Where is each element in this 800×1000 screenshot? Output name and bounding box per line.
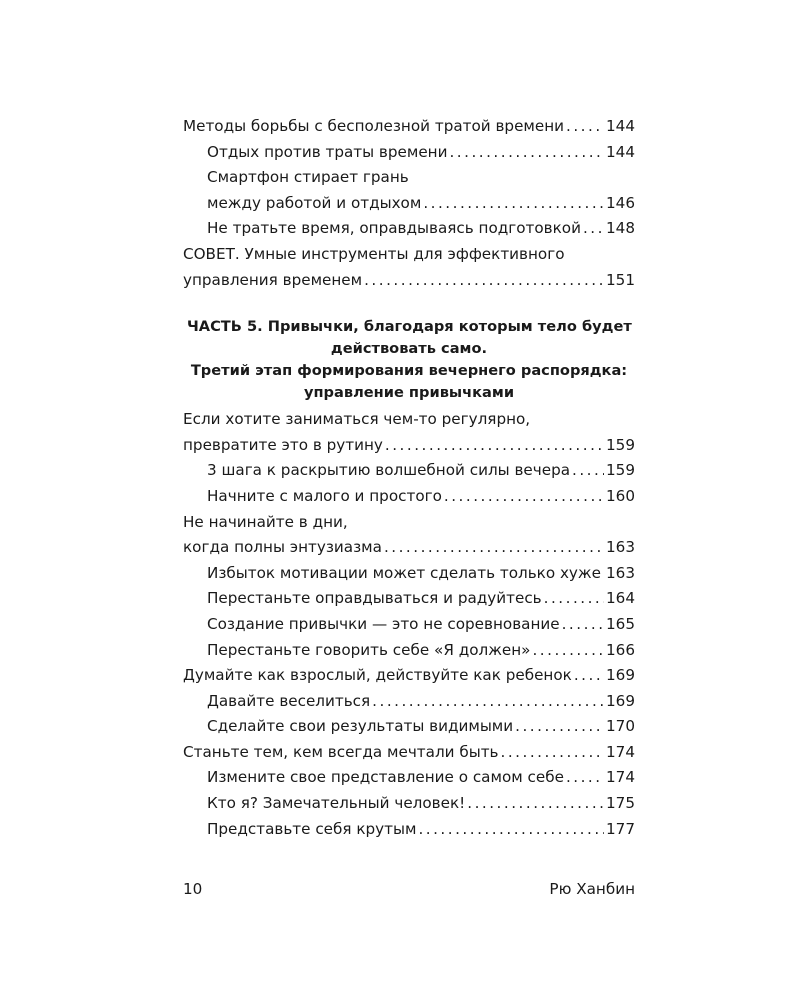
toc-entry-title: между работой и отдыхом xyxy=(207,193,422,212)
toc-leader-dots xyxy=(449,140,604,166)
toc-entry-page: 169 xyxy=(606,666,635,685)
table-of-contents xyxy=(183,114,635,842)
toc-subentry xyxy=(183,216,635,242)
part-heading-line: управление привычками xyxy=(303,384,515,402)
toc-entry-title: Представьте себя крутым xyxy=(207,819,417,838)
part-heading-line: действовать само. xyxy=(330,340,488,358)
toc-leader-dots xyxy=(444,484,604,510)
page-number: 10 xyxy=(183,880,203,898)
toc-entry-title: Кто я? Замечательный человек! xyxy=(207,794,466,813)
toc-entry-title: Избыток мотивации может сделать только хуже xyxy=(207,563,601,582)
toc-subentry xyxy=(183,165,635,191)
toc-entry-page: 151 xyxy=(606,270,635,289)
toc-entry xyxy=(183,242,635,268)
toc-entry-page: 175 xyxy=(606,794,635,813)
toc-subentry xyxy=(183,484,635,510)
toc-entry-page: 164 xyxy=(606,589,635,608)
toc-entry xyxy=(183,268,635,294)
part-heading xyxy=(183,316,635,404)
toc-leader-dots xyxy=(501,740,604,766)
toc-leader-dots xyxy=(418,817,604,843)
toc-subentry xyxy=(183,140,635,166)
toc-leader-dots xyxy=(384,535,604,561)
toc-leader-dots xyxy=(544,586,604,612)
toc-entry-title: Начните с малого и простого xyxy=(207,486,442,505)
toc-leader-dots xyxy=(566,114,604,140)
toc-entry-page: 166 xyxy=(606,640,635,659)
toc-entry-page: 159 xyxy=(606,435,635,454)
toc-leader-dots xyxy=(562,612,604,638)
toc-subentry xyxy=(183,765,635,791)
toc-entry-title: превратите это в рутину xyxy=(183,435,383,454)
toc-entry-title: Перестаньте оправдываться и радуйтесь xyxy=(207,589,542,608)
toc-entry xyxy=(183,663,635,689)
toc-leader-dots xyxy=(532,638,604,664)
toc-entry-title: управления временем xyxy=(183,270,363,289)
toc-entry-page: 144 xyxy=(606,117,635,135)
toc-entry-title: Думайте как взрослый, действуйте как ребенок xyxy=(183,666,572,685)
toc-entry-page: 163 xyxy=(606,538,635,557)
toc-entry-title: Смартфон стирает грань xyxy=(207,168,409,187)
toc-leader-dots xyxy=(364,268,604,294)
toc-subentry xyxy=(183,586,635,612)
toc-subentry xyxy=(183,714,635,740)
toc-entry-page: 165 xyxy=(606,614,635,633)
toc-entry-title: Сделайте свои результаты видимыми xyxy=(207,717,514,736)
toc-entry xyxy=(183,433,635,459)
toc-entry xyxy=(183,535,635,561)
toc-entry-title: Станьте тем, кем всегда мечтали быть xyxy=(183,742,499,761)
toc-entry-page: 160 xyxy=(606,486,635,505)
toc-entry xyxy=(183,510,635,536)
toc-entry-title: Методы борьбы с бесполезной тратой времени xyxy=(183,117,565,135)
toc-leader-dots xyxy=(385,433,604,459)
toc-entry-page: 159 xyxy=(606,461,635,480)
toc-entry-page: 144 xyxy=(606,142,635,161)
toc-entry-title: 3 шага к раскрытию волшебной силы вечера xyxy=(207,461,571,480)
toc-subentry xyxy=(183,191,635,217)
toc-leader-dots xyxy=(566,765,604,791)
toc-subentry xyxy=(183,689,635,715)
toc-entry xyxy=(183,407,635,433)
running-author: Рю Ханбин xyxy=(549,880,635,898)
toc-entry-page: 170 xyxy=(606,717,635,736)
toc-subentry xyxy=(183,561,635,587)
toc-entry-title: Давайте веселиться xyxy=(207,691,371,710)
toc-entry-title: Создание привычки — это не соревнование xyxy=(207,614,560,633)
toc-entry xyxy=(183,740,635,766)
toc-entry-page: 163 xyxy=(606,563,635,582)
toc-entry-page: 177 xyxy=(606,819,635,838)
part-heading-line: Третий этап формирования вечернего распорядка: xyxy=(190,362,628,380)
toc-entry-title: Отдых против траты времени xyxy=(207,142,448,161)
toc-entry-title: когда полны энтузиазма xyxy=(183,538,382,557)
toc-entry-page: 174 xyxy=(606,768,635,787)
toc-entry-title: Если хотите заниматься чем-то регулярно, xyxy=(183,410,531,429)
toc-entry-title: Не начинайте в дни, xyxy=(183,512,348,531)
toc-leader-dots xyxy=(372,689,604,715)
toc-entry xyxy=(183,114,635,140)
toc-leader-dots xyxy=(515,714,604,740)
part-heading-line: ЧАСТЬ 5. Привычки, благодаря которым тело будет xyxy=(187,318,632,336)
toc-leader-dots xyxy=(603,561,604,587)
toc-entry-page: 148 xyxy=(606,219,635,238)
toc-entry-page: 174 xyxy=(606,742,635,761)
toc-subentry xyxy=(183,791,635,817)
toc-subentry xyxy=(183,817,635,843)
toc-entry-title: Измените свое представление о самом себе xyxy=(207,768,564,787)
toc-leader-dots xyxy=(572,458,604,484)
toc-entry-page: 169 xyxy=(606,691,635,710)
toc-subentry xyxy=(183,458,635,484)
toc-entry-title: Не тратьте время, оправдываясь подготовкой xyxy=(207,219,581,238)
toc-leader-dots xyxy=(423,191,604,217)
toc-entry-title: Перестаньте говорить себе «Я должен» xyxy=(207,640,531,659)
toc-leader-dots xyxy=(467,791,604,817)
toc-entry-page: 146 xyxy=(606,193,635,212)
toc-leader-dots xyxy=(583,216,604,242)
toc-leader-dots xyxy=(574,663,604,689)
toc-subentry xyxy=(183,612,635,638)
toc-subentry xyxy=(183,638,635,664)
toc-entry-title: СОВЕТ. Умные инструменты для эффективного xyxy=(183,244,565,263)
